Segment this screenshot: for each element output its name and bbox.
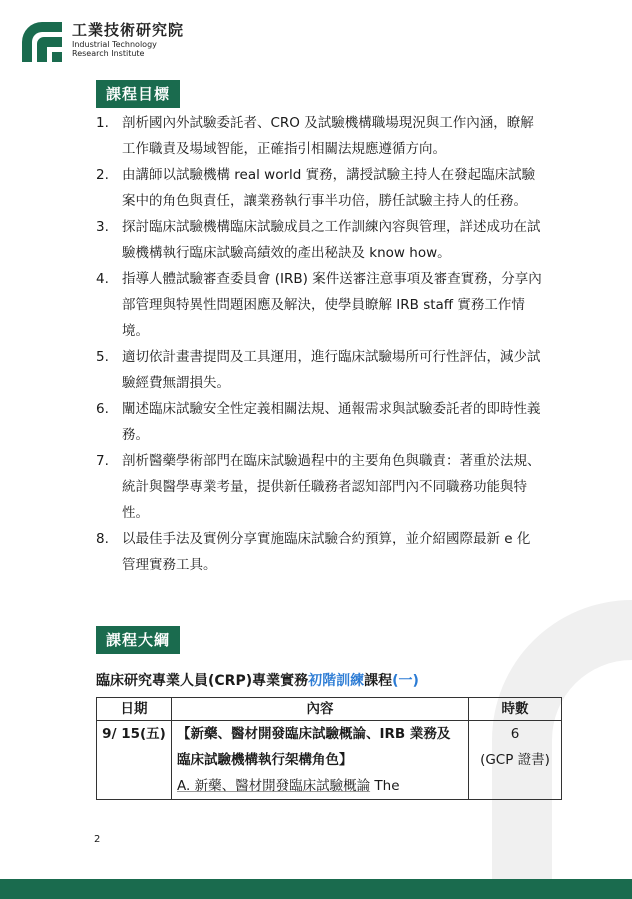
table-title-highlight: 初階訓練 <box>308 673 365 689</box>
table-row <box>97 721 562 800</box>
cell-date: 9/ 15(五) <box>97 721 172 800</box>
goal-number: 3. <box>96 219 109 235</box>
table-title <box>96 670 419 692</box>
goal-number: 4. <box>96 271 109 287</box>
org-name-en-line1: Industrial Technology <box>72 40 157 49</box>
goal-item <box>96 162 542 214</box>
outline-section-title: 課程大綱 <box>96 626 180 654</box>
table-header-row <box>97 698 562 721</box>
itri-logo-icon <box>20 20 64 64</box>
column-header-hours: 時數 <box>469 698 562 721</box>
content-subitem-rest: The <box>370 778 400 794</box>
column-header-content: 內容 <box>172 698 469 721</box>
goal-number: 8. <box>96 531 109 547</box>
goal-number: 1. <box>96 115 109 131</box>
goal-text: 闡述臨床試驗安全性定義相關法規、通報需求與試驗委託者的即時性義務。 <box>122 401 541 443</box>
page-number: 2 <box>94 834 101 845</box>
org-name-zh: 工業技術研究院 <box>72 21 185 39</box>
table-title-part2: 課程 <box>364 673 393 689</box>
brand-name <box>72 20 184 58</box>
goals-section-title: 課程目標 <box>96 80 180 108</box>
hours-value: 6 <box>510 726 520 742</box>
org-name-en-line2: Research Institute <box>72 49 145 58</box>
goal-text: 指導人體試驗審查委員會 (IRB) 案件送審注意事項及審查實務，分享內部管理與特異性問題困應及解決，使學員瞭解 IRB staff 實務工作情境。 <box>122 271 542 339</box>
cell-content <box>172 721 469 800</box>
goal-number: 7. <box>96 453 109 469</box>
goal-item <box>96 110 542 162</box>
cell-hours <box>469 721 562 800</box>
column-header-date: 日期 <box>97 698 172 721</box>
goal-item <box>96 526 542 578</box>
content-subitem <box>177 773 463 799</box>
goal-number: 6. <box>96 401 109 417</box>
table-title-part3: (一) <box>392 673 419 689</box>
goal-number: 5. <box>96 349 109 365</box>
goal-text: 剖析國內外試驗委託者、CRO 及試驗機構職場現況與工作內涵，瞭解工作職責及場域智能，正確指引相關法規應遵循方向。 <box>122 115 534 157</box>
goal-text: 以最佳手法及實例分享實施臨床試驗合約預算，並介紹國際最新 e 化管理實務工具。 <box>122 531 531 573</box>
goal-item <box>96 396 542 448</box>
content-subitem-underlined: A. 新藥、醫材開發臨床試驗概論 <box>177 778 371 794</box>
goal-text: 適切依計畫書提問及工具運用，進行臨床試驗場所可行性評估，減少試驗經費無謂損失。 <box>122 349 541 391</box>
goal-item <box>96 266 542 344</box>
goal-item <box>96 344 542 396</box>
goal-text: 探討臨床試驗機構臨床試驗成員之工作訓練內容與管理，詳述成功在試驗機構執行臨床試驗高績效的產出秘訣及 know how。 <box>122 219 541 261</box>
footer-bar <box>0 879 632 899</box>
goal-text: 由講師以試驗機構 real world 實務，講授試驗主持人在發起臨床試驗案中的角色與責任，讓業務執行事半功倍，勝任試驗主持人的任務。 <box>122 167 536 209</box>
table-title-part1: 臨床研究專業人員(CRP)專業實務 <box>96 673 309 689</box>
hours-note: (GCP 證書) <box>480 752 550 768</box>
goal-item <box>96 448 542 526</box>
goal-item <box>96 214 542 266</box>
course-outline-table <box>96 697 562 800</box>
goal-number: 2. <box>96 167 109 183</box>
goal-text: 剖析醫藥學術部門在臨床試驗過程中的主要角色與職責：著重於法規、統計與醫學專業考量，提供新任職務者認知部門內不同職務功能與特性。 <box>122 453 541 521</box>
content-heading: 【新藥、醫材開發臨床試驗概論、IRB 業務及臨床試驗機構執行架構角色】 <box>177 726 451 768</box>
goals-list <box>96 110 542 578</box>
